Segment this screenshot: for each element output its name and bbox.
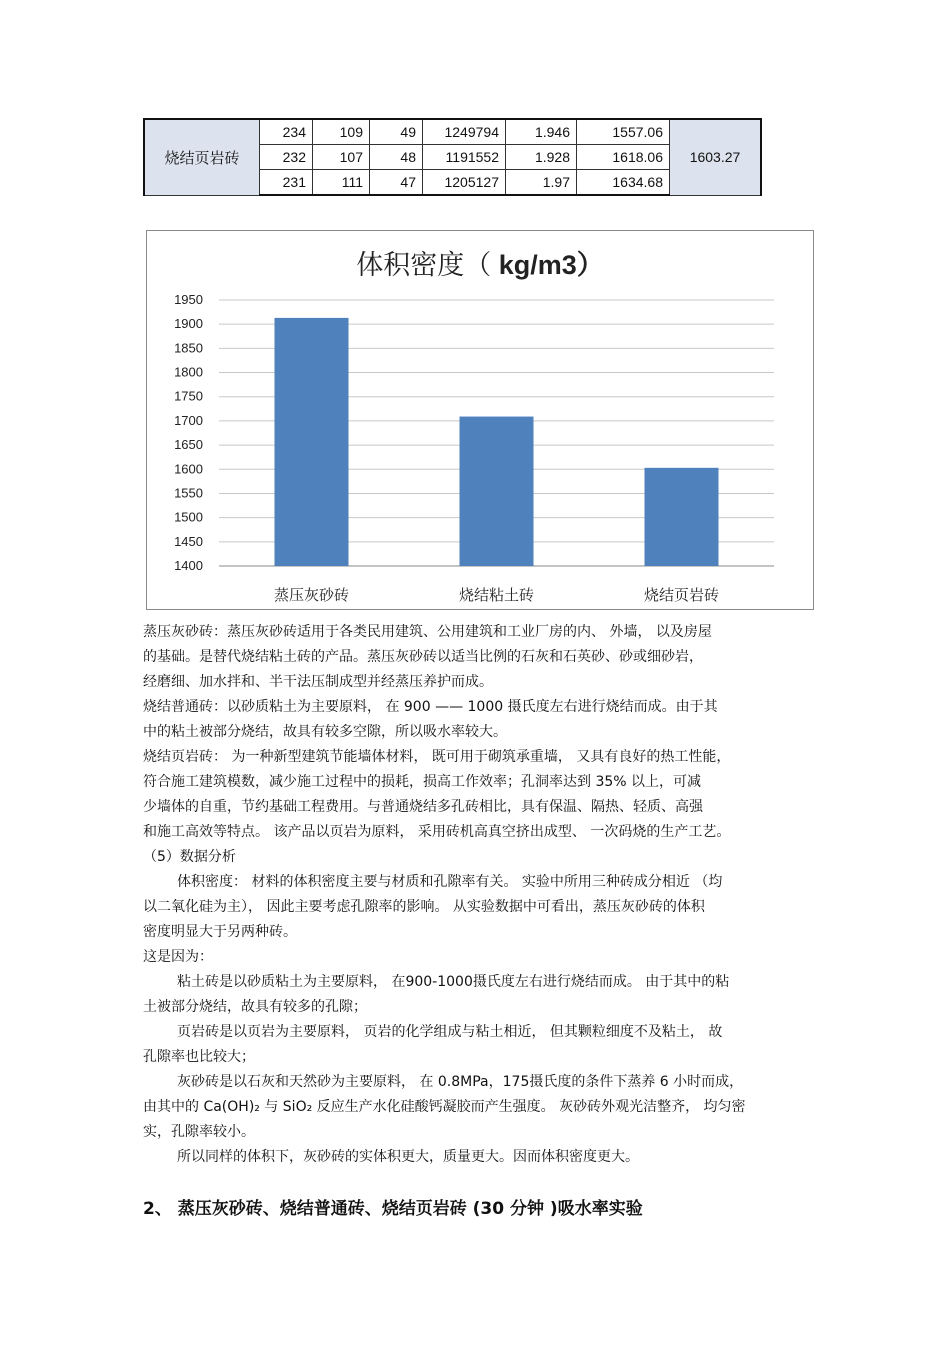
section-heading-2: 2、 蒸压灰砂砖、烧结普通砖、烧结页岩砖 (30 分钟 )吸水率实验: [143, 1199, 643, 1219]
text-line: 页岩砖是以页岩为主要原料， 页岩的化学组成与粘土相近， 但其颗粒细度不及粘土， 故: [177, 1024, 723, 1040]
text-line: 密度明显大于另两种砖。: [143, 924, 297, 940]
table-cell: 49: [370, 119, 423, 145]
table-row: [144, 119, 761, 145]
section-title: （5）数据分析: [143, 849, 236, 865]
paragraph-shale-brick: [143, 1020, 813, 1070]
text-line: 灰砂砖是以石灰和天然砂为主要原料， 在 0.8MPa，175摄氏度的条件下蒸养 6 小时而成，: [177, 1074, 744, 1090]
y-tick-label: 1950: [174, 292, 203, 307]
paragraph-lime-sand-brick: [143, 1070, 813, 1145]
section-heading: [143, 845, 813, 870]
text-line: 和施工高效等特点。 该产品以页岩为原料， 采用砖机高真空挤出成型、 一次码烧的生产工艺。: [143, 824, 731, 840]
text-line: 的基础。是替代烧结粘土砖的产品。蒸压灰砂砖以适当比例的石灰和石英砂、砂或细砂岩，: [143, 649, 703, 665]
table-cell: 48: [370, 145, 423, 170]
row-label: 烧结页岩砖: [144, 119, 260, 195]
table-cell: 1.928: [506, 145, 577, 170]
text-line: 这是因为：: [143, 949, 213, 965]
x-tick-label: 蒸压灰砂砖: [273, 586, 350, 604]
chart-title-text: 体积密度（: [356, 250, 492, 281]
x-tick-label: 烧结粘土砖: [458, 586, 535, 604]
table-cell: 234: [260, 119, 313, 145]
y-tick-label: 1800: [174, 364, 203, 380]
table-cell: 232: [260, 145, 313, 170]
bar: [460, 417, 534, 566]
text-line: 蒸压灰砂砖：蒸压灰砂砖适用于各类民用建筑、公用建筑和工业厂房的内、 外墙， 以及房屋: [143, 624, 712, 640]
average-cell: 1603.27: [670, 119, 762, 195]
chart-plot: [147, 231, 813, 609]
text-line: 由其中的 Ca(OH)₂ 与 SiO₂ 反应生产水化硅酸钙凝胶而产生强度。 灰砂砖外观光洁整齐， 均匀密: [143, 1099, 746, 1115]
text-line: 符合施工建筑模数，减少施工过程中的损耗，损高工作效率；孔洞率达到 35% 以上，可减: [143, 774, 702, 790]
table-cell: 1191552: [423, 145, 506, 170]
text-line: 孔隙率也比较大；: [143, 1049, 255, 1065]
bar: [275, 318, 349, 566]
text-line: 体积密度： 材料的体积密度主要与材质和孔隙率有关。 实验中所用三种砖成分相近 （均: [177, 874, 723, 890]
y-tick-label: 1550: [174, 485, 203, 501]
bar: [645, 468, 719, 566]
paragraph-clay-brick: [143, 970, 813, 1020]
paragraph-conclusion: [143, 1145, 813, 1170]
text-line: 实，孔隙率较小。: [143, 1124, 255, 1140]
y-tick-label: 1900: [174, 316, 203, 332]
text-line: 少墙体的自重，节约基础工程费用。与普通烧结多孔砖相比，具有保温、隔热、轻质、高强: [143, 799, 703, 815]
y-tick-label: 1400: [174, 558, 203, 573]
table-cell: 1249794: [423, 119, 506, 145]
paragraph-materials: [143, 620, 813, 845]
density-chart: [146, 230, 814, 610]
data-table: [143, 118, 762, 196]
table-cell: 1634.68: [577, 170, 670, 196]
table-cell: 1205127: [423, 170, 506, 196]
text-line: 粘土砖是以砂质粘土为主要原料， 在900-1000摄氏度左右进行烧结而成。 由于其中的粘: [177, 974, 730, 990]
table-cell: 1618.06: [577, 145, 670, 170]
table-cell: 47: [370, 170, 423, 196]
text-line: 以二氧化硅为主）， 因此主要考虑孔隙率的影响。 从实验数据中可看出，蒸压灰砂砖的体积: [143, 899, 705, 915]
text-line: 所以同样的体积下，灰砂砖的实体积更大，质量更大。因而体积密度更大。: [177, 1149, 639, 1165]
y-tick-label: 1700: [174, 412, 203, 428]
y-tick-label: 1850: [174, 340, 203, 356]
text-line: 经磨细、加水拌和、半干法压制成型并经蒸压养护而成。: [143, 674, 493, 690]
table-cell: 109: [313, 119, 370, 145]
table-cell: 231: [260, 170, 313, 196]
text-line: 烧结普通砖：以砂质粘土为主要原料， 在 900 —— 1000 摄氏度左右进行烧结而成。由于其: [143, 699, 718, 715]
table-cell: 111: [313, 170, 370, 196]
paragraph-analysis: [143, 870, 813, 970]
y-tick-label: 1750: [174, 388, 203, 404]
chart-title-unit: kg/m3）: [491, 250, 604, 280]
text-line: 烧结页岩砖： 为一种新型建筑节能墙体材料， 既可用于砌筑承重墙， 又具有良好的热工性能，: [143, 749, 731, 765]
table-cell: 1.97: [506, 170, 577, 196]
y-tick-label: 1500: [174, 509, 203, 525]
text-line: 中的粘土被部分烧结，故具有较多空隙，所以吸水率较大。: [143, 724, 507, 740]
y-tick-label: 1650: [174, 437, 203, 453]
y-tick-label: 1450: [174, 533, 203, 549]
table-cell: 1.946: [506, 119, 577, 145]
text-line: 土被部分烧结，故具有较多的孔隙；: [143, 999, 367, 1015]
table-cell: 1557.06: [577, 119, 670, 145]
y-tick-label: 1600: [174, 461, 203, 477]
x-tick-label: 烧结页岩砖: [643, 586, 720, 604]
table-cell: 107: [313, 145, 370, 170]
